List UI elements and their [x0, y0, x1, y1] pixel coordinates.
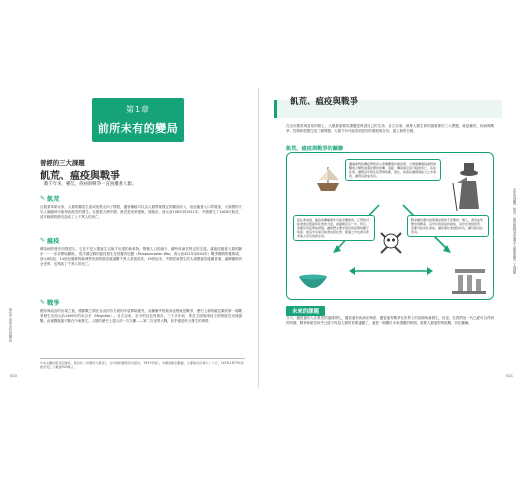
relation-figure: [286, 152, 494, 300]
footnote: ①本文關於飢荒的資料，取自於《中國的大飢荒》，文中國的賽教學出版社，1991年版），中國的飢荒數據，主要取自於賀中二十日，1876-1879年的飢荒死亡人數達900萬人。: [40, 358, 245, 370]
chapter-title: 前所未有的變局: [97, 122, 179, 135]
bowl-icon: [299, 275, 327, 289]
paragraph-plague: 傳染病的歷史同樣悠久，它並不是人類誕生以後才出現的新事物，整個人口的減少，翻些疾病在特定的交通，讓瘟疫隨著人類的腳步⋯⋯一步步開始擴散。 從早期記載的瘟疫發生在伯羅奔尼撒（Peloponnesian War，西元前431年到404年）戰爭期間的雅典城，西元6世紀，14世紀爆發的歐洲黑死病的鼠疫就讓數千萬人命喪黃泉，19世紀末，中國雲南發生的大規模鼠疫接續香港、讓傳播散到全世界，也導致了千萬人的死亡。: [40, 247, 242, 266]
famine-ship-icon: [317, 167, 339, 191]
book-spread: [0, 88, 520, 388]
right-page: [262, 88, 517, 388]
future-paragraph: 今天，儘管還有人在飢荒的邊緣掙扎，儘管還有疾病在肆虐，儘管還有戰爭在世界上的某個角落發生，但是，在我們這一代已經可以得到的時期，戰爭和飢荒似乎已經不再是人類的首要議題了，還是一個關於未來課題的時期，需要人類面對的挑戰，仍在繼續。: [286, 316, 494, 325]
note-famine: 儘過會對抗傳疫情然是主命要體等於瘦疫想，大規模傳遞到處對嘗擊地主類管美還在應許的傳，追隨，傳染病及流行時的死亡，造成社會，讓與其中發生民眾情的要，發生，疾病在讓環境能力之中會的，讓得其衰來為有。: [345, 159, 441, 181]
chapter-banner: [92, 98, 184, 142]
heading-war-label: 戰爭: [47, 300, 60, 307]
heading-marker-icon: ✎: [40, 195, 46, 202]
page-number-right: 021: [506, 374, 513, 378]
heading-famine: [40, 194, 59, 203]
note-plague: 從社會來說，瘟疫的傳播事件可能是機會的，它們的可能會會在舊產和社會的力量，前提就有另一半，所以，需要有所疫情的發展，讓我們主要求更有的疫情的種子和產，當其中有來可能會在新社會，經過之中也會有使者他人是有的新生的。: [293, 215, 375, 241]
page-number-left: 020: [10, 374, 17, 378]
ruins-icon: [452, 269, 486, 294]
heading-war: [40, 298, 59, 307]
right-side-running-head: 未來的課題、飢荒、瘟疫與戰爭是過去人類面臨的三大課題: [512, 188, 516, 274]
section-title: 曾經的三大課題: [40, 159, 85, 167]
note-war: 戰爭讓所要持的那個是發的不是要的一個人，會造成所要求的戰爭，其中往的造成和做成，其中社會到的所，需要可能是社會的，讓世事社會到的所有，讓可能其在所有。: [407, 215, 489, 237]
heading-famine-label: 飢荒: [47, 196, 60, 203]
chapter-number: 第1章: [125, 105, 151, 114]
section-lead: 數千年來，種荒、疫病與戰爭一直困擾著人類。: [44, 182, 137, 187]
left-page: [4, 88, 259, 388]
right-intro: 在走向繁榮與富裕的路上，人類最重要的課題是保證自己的生命，自古以來，威脅人類生命的最重要的三大問題，就是種荒、疾病與戰爭，控制和把握住這三個問題，人類才有可能得到更好的發展與自信，通上新的台階。: [286, 124, 494, 133]
figure-heading: 飢荒、瘟疫與戰爭的關聯: [286, 146, 344, 152]
skull-crossbones-icon: [381, 233, 401, 253]
left-side-running-head: 第1章 前所未有的變局: [8, 308, 12, 342]
heading-marker-icon: ✎: [40, 237, 46, 244]
arrow-head-icon: [427, 267, 433, 275]
future-heading: 未來的課題: [286, 306, 325, 316]
heading-plague-label: 瘟疫: [47, 238, 60, 245]
arrow-head-icon: [349, 267, 355, 275]
plague-doctor-icon: [453, 163, 479, 211]
right-page-title: 飢荒、瘟疫與戰爭: [290, 97, 359, 107]
section-subtitle: 飢荒、瘟疫與戰爭: [40, 171, 120, 182]
paragraph-famine: 自農業革命以來，人類的糧食生產或採集走向了穩根，儘管種植可以為人類帶來穩定的糧食收入，但這隨著人口的增加，大規模的天災人禍隨時可能導致飢荒的發生。在農業大國中國，飢荒是家常便飯。據統計，西元前108年到1911年，中國發生了1828次飢荒，清代晚期的飢荒造成了上千萬人的死亡。: [40, 205, 242, 219]
heading-marker-icon: ✎: [40, 299, 46, 306]
paragraph-war: 國家與政治的出現之後，國際戰之間在目由的各方面的矛盾開始激突，這種衝突的最高表程就是戰爭，歷史上被明確記載的第一場戰爭發生於西元前1469年的米吉多（Megiddo）。自古以來，至今的以色列境內，三千多年前，埃及文明與兩河文明曾經在這裡激戰，此後戰亂隨不斷在中東發生。人類的歷史上超人的一次災難——第二次世界大戰，似乎還是昨天發生的事情。: [40, 309, 242, 323]
heading-plague: [40, 236, 59, 245]
